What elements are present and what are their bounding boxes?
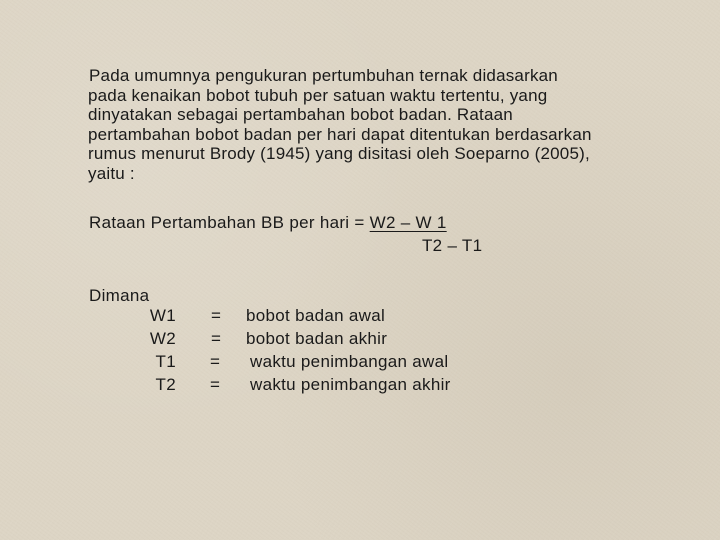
legend-description: bobot badan akhir bbox=[246, 329, 388, 348]
formula-numerator: W2 – W 1 bbox=[369, 213, 447, 232]
legend-description: bobot badan awal bbox=[246, 306, 386, 325]
paragraph-line: yaitu : bbox=[88, 163, 135, 183]
paragraph-line: rumus menurut Brody (1945) yang disitasi oleh Soeparno (2005), bbox=[88, 144, 590, 163]
legend-heading: Dimana bbox=[89, 286, 150, 305]
legend-symbol: T1 bbox=[155, 352, 176, 371]
paragraph-line: dinyatakan sebagai pertambahan bobot badan. Rataan bbox=[88, 105, 513, 124]
legend-equals: = bbox=[210, 352, 221, 371]
legend-equals: = bbox=[211, 329, 222, 348]
legend-symbol: W1 bbox=[149, 306, 176, 325]
formula bbox=[89, 210, 483, 255]
legend-row bbox=[150, 352, 570, 375]
legend-symbol: T2 bbox=[155, 375, 176, 394]
legend-row bbox=[150, 375, 570, 398]
legend-list bbox=[150, 306, 570, 398]
legend-symbol: W2 bbox=[149, 329, 176, 348]
intro-paragraph bbox=[88, 66, 688, 183]
formula-label: Rataan Pertambahan BB per hari = bbox=[89, 213, 365, 232]
formula-denominator: T2 – T1 bbox=[422, 236, 483, 255]
paragraph-line: pada kenaikan bobot tubuh per satuan waktu tertentu, yang bbox=[88, 85, 548, 105]
legend-row bbox=[150, 329, 570, 352]
legend-row bbox=[150, 306, 570, 329]
legend-description: waktu penimbangan akhir bbox=[250, 375, 451, 394]
paragraph-line: Pada umumnya pengukuran pertumbuhan ternak didasarkan bbox=[89, 66, 558, 85]
paragraph-line: pertambahan bobot badan per hari dapat ditentukan berdasarkan bbox=[88, 124, 592, 144]
legend-description: waktu penimbangan awal bbox=[250, 352, 449, 371]
legend-equals: = bbox=[211, 306, 222, 325]
legend-equals: = bbox=[210, 375, 221, 394]
